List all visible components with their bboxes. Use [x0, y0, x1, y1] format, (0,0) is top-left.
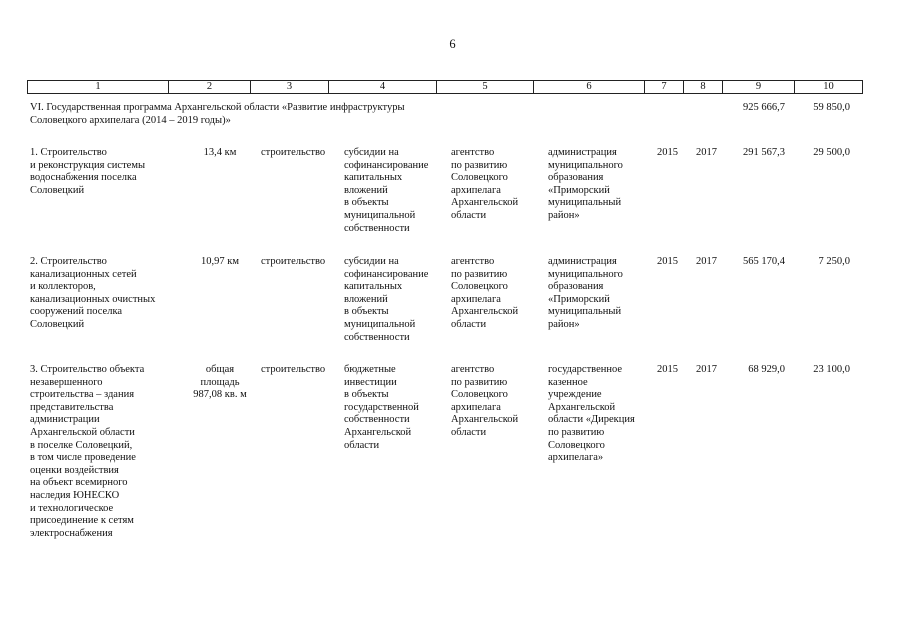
column-header: 3 — [251, 81, 329, 94]
section-total-col9: 925 666,7 — [743, 102, 785, 113]
funding-form: субсидии на софинансирование капитальных вложений в объекты муниципальной собственности — [344, 256, 429, 343]
column-header: 5 — [437, 81, 534, 94]
section-title: VI. Государственная программа Архангельской области «Развитие инфраструктуры Соловецкого архипелага (2014 – 2019 годы)» — [30, 102, 405, 126]
column-header-table — [27, 80, 863, 94]
recipient: администрация муниципального образования «Приморский муниципальный район» — [548, 147, 623, 221]
funding-amount: 7 250,0 — [818, 256, 850, 267]
work-type: строительство — [261, 147, 326, 158]
section-total-col10: 59 850,0 — [813, 102, 850, 113]
object-name: 1. Строительство и реконструкция системы водоснабжения поселка Соловецкий — [30, 147, 146, 196]
object-name: 3. Строительство объекта незавершенного строительства – здания представительства администрации Архангельской области в поселке Соловецкий, в том числе проведение оценки воздействия на объект всемирного наследия ЮНЕСКО и технологическое присоединение к сетям электроснабжения — [30, 364, 145, 539]
end-year: 2017 — [696, 364, 717, 375]
capacity: 10,97 км — [201, 256, 239, 267]
estimated-cost: 68 929,0 — [748, 364, 785, 375]
work-type: строительство — [261, 364, 326, 375]
column-header: 6 — [534, 81, 645, 94]
end-year: 2017 — [696, 256, 717, 267]
capacity: общая площадь 987,08 кв. м — [193, 364, 247, 401]
column-header: 10 — [795, 81, 863, 94]
object-name: 2. Строительство канализационных сетей и коллекторов, канализационных очистных сооружений поселка Соловецкий — [30, 256, 156, 330]
start-year: 2015 — [657, 256, 678, 267]
funding-form: бюджетные инвестиции в объекты государственной собственности Архангельской области — [344, 364, 419, 451]
recipient: государственное казенное учреждение Архангельской области «Дирекция по развитию Соловецкого архипелага» — [548, 364, 635, 464]
column-header: 9 — [723, 81, 795, 94]
page-number: 6 — [449, 37, 456, 51]
responsible-agency: агентство по развитию Соловецкого архипелага Архангельской области — [451, 256, 519, 330]
capacity: 13,4 км — [203, 147, 237, 158]
column-header: 4 — [329, 81, 437, 94]
column-header: 8 — [684, 81, 723, 94]
column-header: 2 — [169, 81, 251, 94]
column-header: 1 — [28, 81, 169, 94]
responsible-agency: агентство по развитию Соловецкого архипелага Архангельской области — [451, 364, 519, 438]
estimated-cost: 291 567,3 — [743, 147, 785, 158]
column-header-row — [28, 81, 863, 94]
end-year: 2017 — [696, 147, 717, 158]
funding-amount: 29 500,0 — [813, 147, 850, 158]
start-year: 2015 — [657, 364, 678, 375]
responsible-agency: агентство по развитию Соловецкого архипелага Архангельской области — [451, 147, 519, 221]
column-header: 7 — [645, 81, 684, 94]
estimated-cost: 565 170,4 — [743, 256, 785, 267]
work-type: строительство — [261, 256, 326, 267]
funding-form: субсидии на софинансирование капитальных вложений в объекты муниципальной собственности — [344, 147, 429, 234]
recipient: администрация муниципального образования «Приморский муниципальный район» — [548, 256, 623, 330]
funding-amount: 23 100,0 — [813, 364, 850, 375]
start-year: 2015 — [657, 147, 678, 158]
